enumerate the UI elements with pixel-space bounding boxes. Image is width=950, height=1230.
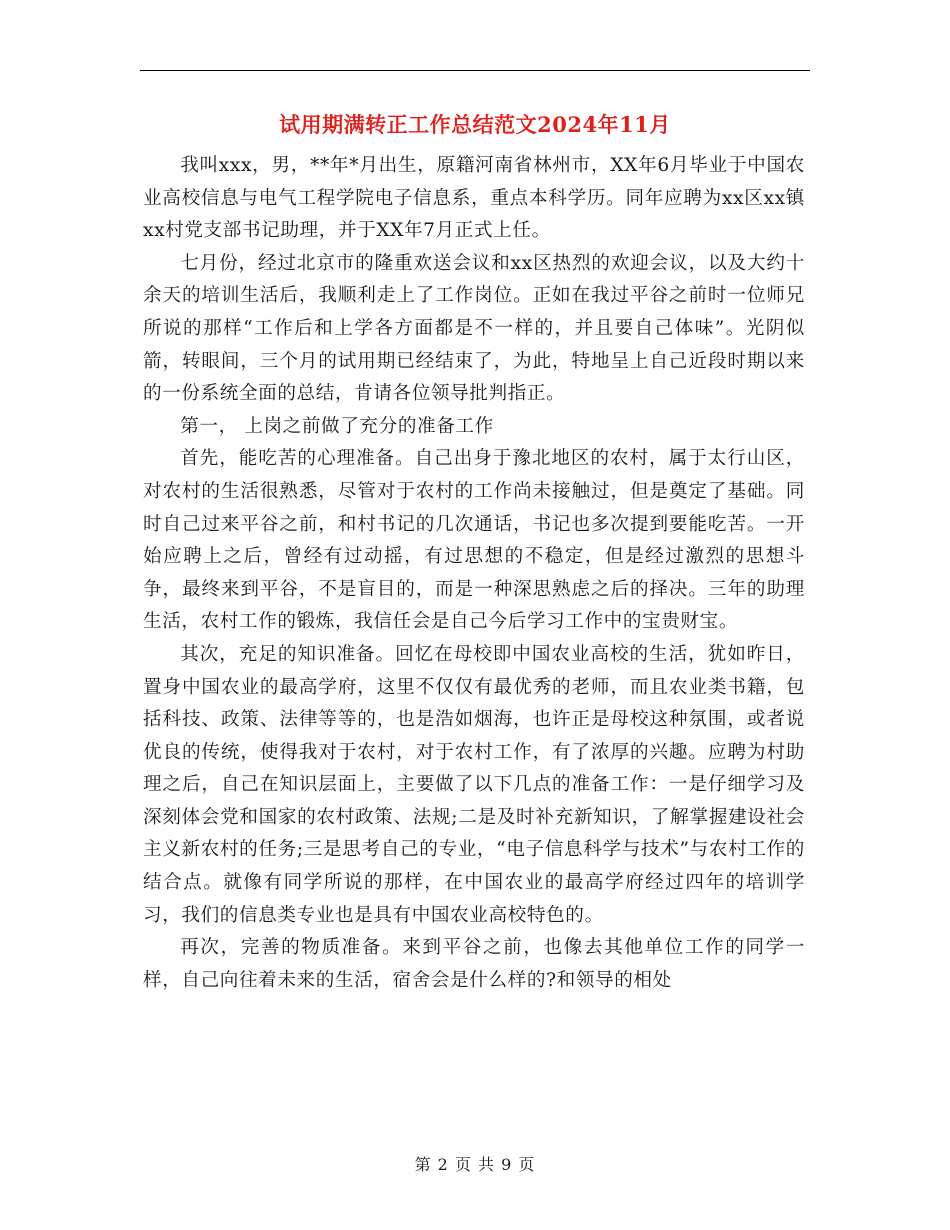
header-rule: [140, 70, 810, 71]
paragraph-july: 七月份，经过北京市的隆重欢送会议和xx区热烈的欢迎会议，以及大约十余天的培训生活后，我顺利走上了工作岗位。正如在我过平谷之前时一位师兄所说的那样“工作后和上学各方面都是不一样的，并且要自己体味”。光阴似箭，转眼间，三个月的试用期已经结束了，为此，特地呈上自己近段时期以来的一份系统全面的总结，肯请各位领导批判指正。: [143, 252, 805, 405]
document-body: [143, 150, 805, 997]
page-number-footer: 第 2 页 共 9 页: [414, 1155, 536, 1174]
document-title: 试用期满转正工作总结范文2024年11月: [279, 112, 671, 137]
section-heading-first: 第一， 上岗之前做了充分的准备工作: [180, 415, 494, 437]
paragraph-mental-preparation: 首先，能吃苦的心理准备。自己出身于豫北地区的农村，属于太行山区，对农村的生活很熟悉，尽管对于农村的工作尚未接触过，但是奠定了基础。同时自己过来平谷之前，和村书记的几次通话，书记也多次提到要能吃苦。一开始应聘上之后，曾经有过动摇，有过思想的不稳定，但是经过激烈的思想斗争，最终来到平谷，不是盲目的，而是一种深思熟虑之后的择决。三年的助理生活，农村工作的锻炼，我信任会是自己今后学习工作中的宝贵财宝。: [143, 448, 805, 633]
paragraph-material-preparation: 再次，完善的物质准备。来到平谷之前，也像去其他单位工作的同学一样，自己向往着未来的生活，宿舍会是什么样的?和领导的相处: [143, 937, 805, 991]
paragraph-intro: 我叫xxx，男，**年*月出生，原籍河南省林州市，XX年6月毕业于中国农业高校信息与电气工程学院电子信息系，重点本科学历。同年应聘为xx区xx镇xx村党支部书记助理，并于XX年7月正式上任。: [143, 155, 805, 242]
paragraph-knowledge-preparation: 其次，充足的知识准备。回忆在母校即中国农业高校的生活，犹如昨日，置身中国农业的最高学府，这里不仅仅有最优秀的老师，而且农业类书籍，包括科技、政策、法律等等的，也是浩如烟海，也许正是母校这种氛围，或者说优良的传统，使得我对于农村，对于农村工作，有了浓厚的兴趣。应聘为村助理之后，自己在知识层面上，主要做了以下几点的准备工作：一是仔细学习及深刻体会党和国家的农村政策、法规;二是及时补充新知识，了解掌握建设社会主义新农村的任务;三是思考自己的专业，“电子信息科学与技术”与农村工作的结合点。就像有同学所说的那样，在中国农业的最高学府经过四年的培训学习，我们的信息类专业也是具有中国农业高校特色的。: [143, 643, 805, 926]
